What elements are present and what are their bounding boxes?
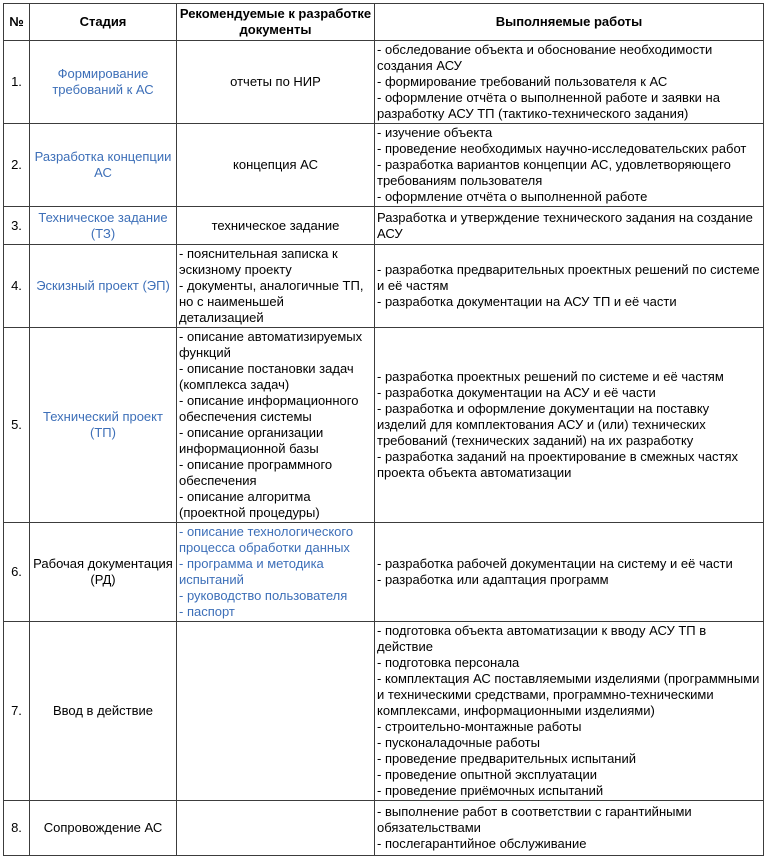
works-cell [375,41,764,124]
doc-item: техническое задание [211,217,340,233]
header-row [4,4,764,41]
docs-cell [177,245,375,328]
work-item: - разработка вариантов концепции АС, удовлетворяющего требованиям пользователя [377,157,731,188]
stage-cell [30,41,177,124]
row-number: 7. [4,622,30,801]
row-number: 4. [4,245,30,328]
stage-cell [30,245,177,328]
stage-label: Рабочая документация (РД) [33,556,173,587]
work-item: - строительно-монтажные работы [377,719,582,734]
work-item: - подготовка объекта автоматизации к вводу АСУ ТП в действие [377,623,707,654]
stage-cell [30,207,177,245]
work-item: - проведение приёмочных испытаний [377,783,604,798]
work-item: - проведение опытной эксплуатации [377,767,597,782]
table-row [4,245,764,328]
docs-cell [177,124,375,207]
doc-item: - описание организации информационной базы [179,425,324,456]
work-item: - разработка документации на АСУ и её части [377,385,656,400]
work-item: - комплектация АС поставляемыми изделиями (программными и техническими средствами, программно-техническими комплексами, информационными изделиями) [377,671,760,718]
stage-link[interactable]: Формирование требований к АС [52,66,154,97]
docs-cell [177,622,375,801]
work-item: - проведение предварительных испытаний [377,751,637,766]
stage-link[interactable]: Технический проект (ТП) [43,409,163,440]
table-header [4,4,764,41]
docs-cell [177,328,375,523]
doc-item: - описание автоматизируемых функций [179,329,363,360]
stage-cell [30,523,177,622]
works-cell [375,328,764,523]
work-item: - разработка проектных решений по системе и её частям [377,369,724,384]
table-row [4,41,764,124]
doc-item: - документы, аналогичные ТП, но с наименьшей детализацией [179,278,364,325]
table-row [4,622,764,801]
work-item: - обследование объекта и обоснование необходимости создания АСУ [377,42,713,73]
row-number: 1. [4,41,30,124]
work-item: - оформление отчёта о выполненной работе [377,189,648,204]
row-number: 5. [4,328,30,523]
doc-item: концепция АС [233,157,318,172]
work-item: - разработка или адаптация программ [377,572,609,587]
header-col-num: № [4,4,30,41]
doc-item: - описание информационного обеспечения системы [179,393,359,424]
work-item: - выполнение работ в соответствии с гарантийными обязательствами [377,804,692,835]
work-item: - разработка заданий на проектирование в смежных частях проекта объекта автоматизации [377,449,739,480]
docs-cell [177,523,375,622]
stage-cell [30,124,177,207]
doc-item: отчеты по НИР [230,74,321,89]
works-cell [375,124,764,207]
row-number: 6. [4,523,30,622]
stage-label: Ввод в действие [52,703,154,718]
table-row [4,523,764,622]
docs-cell [177,41,375,124]
doc-item: - описание постановки задач (комплекса задач) [179,361,354,392]
header-col-works: Выполняемые работы [375,4,764,41]
doc-link[interactable]: - паспорт [179,604,235,619]
works-cell [375,523,764,622]
work-item: - разработка рабочей документации на систему и её части [377,556,733,571]
row-number: 8. [4,801,30,856]
work-item: - проведение необходимых научно-исследовательских работ [377,141,747,156]
works-cell [375,207,764,245]
work-item: - подготовка персонала [377,655,520,670]
work-item: - разработка документации на АСУ ТП и её части [377,294,677,309]
stage-cell [30,622,177,801]
doc-item: - описание алгоритма (проектной процедуры) [179,489,320,520]
doc-link[interactable]: - описание технологического процесса обработки данных [179,524,354,555]
work-item: - изучение объекта [377,125,493,140]
work-item: - пусконаладочные работы [377,735,540,750]
stage-link[interactable]: Эскизный проект (ЭП) [36,278,170,293]
works-cell [375,622,764,801]
table-row [4,328,764,523]
work-item: - разработка и оформление документации на поставку изделий для комплектования АСУ и (или) технических требований (технических заданий) на их разработку [377,401,710,448]
stage-cell [30,328,177,523]
stage-link[interactable]: Техническое задание (ТЗ) [38,209,168,241]
table-row [4,124,764,207]
work-item: - разработка предварительных проектных решений по системе и её частям [377,262,760,293]
stage-label: Сопровождение АС [43,820,163,835]
table-row [4,207,764,245]
works-cell [375,245,764,328]
work-item: - оформление отчёта о выполненной работе и заявки на разработку АСУ ТП (тактико-технического задания) [377,90,720,121]
header-col-stage: Стадия [30,4,177,41]
doc-link[interactable]: - программа и методика испытаний [179,556,324,587]
header-col-docs: Рекомендуемые к разработке документы [177,4,375,41]
work-item: - послегарантийное обслуживание [377,836,587,851]
table-body [4,41,764,856]
stage-link[interactable]: Разработка концепции АС [34,149,172,180]
work-item: Разработка и утверждение технического задания на создание АСУ [377,209,753,241]
row-number: 3. [4,207,30,245]
stages-table [3,3,764,856]
work-item: - формирование требований пользователя к АС [377,74,668,89]
doc-item: - описание программного обеспечения [179,457,333,488]
row-number: 2. [4,124,30,207]
docs-cell [177,207,375,245]
doc-link[interactable]: - руководство пользователя [179,588,348,603]
doc-item: - пояснительная записка к эскизному проекту [179,246,338,277]
